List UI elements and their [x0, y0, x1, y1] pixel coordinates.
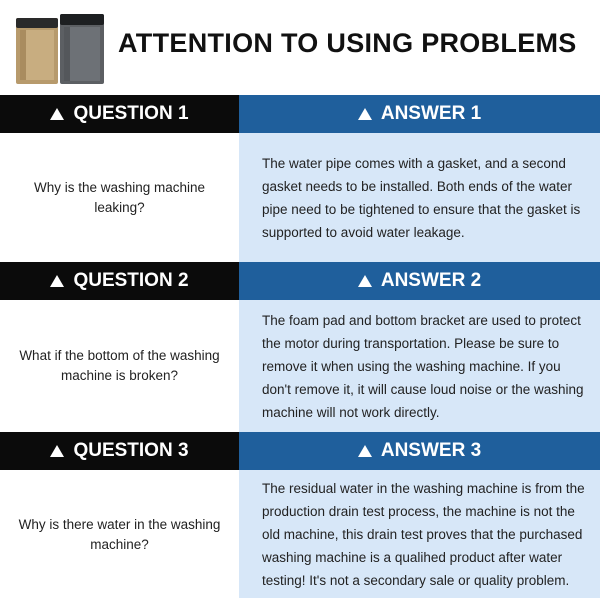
answer-label: ANSWER 2: [380, 270, 482, 291]
answer-text: The residual water in the washing machine is from the production drain test process, the machine is not the old machine, this drain test proves that the purchased washing machine is a qualihed product after water testing! It's not a secondary sale or quality problem.: [239, 470, 600, 598]
question-label: QUESTION 1: [73, 103, 189, 124]
page-header: [0, 0, 600, 95]
answer-header: [239, 262, 600, 300]
answer-label: ANSWER 1: [380, 103, 482, 124]
triangle-icon: [50, 108, 64, 120]
triangle-icon: [358, 445, 372, 457]
triangle-icon: [50, 275, 64, 287]
page-title: ATTENTION TO USING PROBLEMS: [118, 28, 577, 58]
question-text: What if the bottom of the washing machine is broken?: [19, 348, 220, 383]
answer-header: [239, 95, 600, 133]
answer-label: ANSWER 3: [380, 440, 482, 461]
qa-block-1: [0, 95, 600, 262]
qa-block-2: [0, 262, 600, 432]
answer-header: [239, 432, 600, 470]
question-text: Why is there water in the washing machine?: [18, 517, 221, 552]
answer-text: The foam pad and bottom bracket are used to protect the motor during transportation. Please be sure to remove it when using the washing machine. If you don't remove it, it will cause loud noise or the washing machine will not work directly.: [239, 300, 600, 432]
qa-block-3: [0, 432, 600, 600]
qa-bar: [0, 262, 600, 300]
question-text: Why is the washing machine leaking?: [33, 179, 206, 215]
question-label: QUESTION 3: [73, 440, 189, 461]
answer-text: The water pipe comes with a gasket, and a second gasket needs to be installed. Both ends of the water pipe need to be tightened to ensure that the gasket is supported to avoid water leakage.: [239, 133, 600, 262]
question-header: [0, 432, 239, 470]
triangle-icon: [358, 108, 372, 120]
question-header: [0, 95, 239, 133]
question-header: [0, 262, 239, 300]
qa-bar: [0, 432, 600, 470]
triangle-icon: [358, 275, 372, 287]
triangle-icon: [50, 445, 64, 457]
qa-bar: [0, 95, 600, 133]
question-label: QUESTION 2: [73, 270, 189, 291]
washing-machines-image: [16, 14, 106, 86]
